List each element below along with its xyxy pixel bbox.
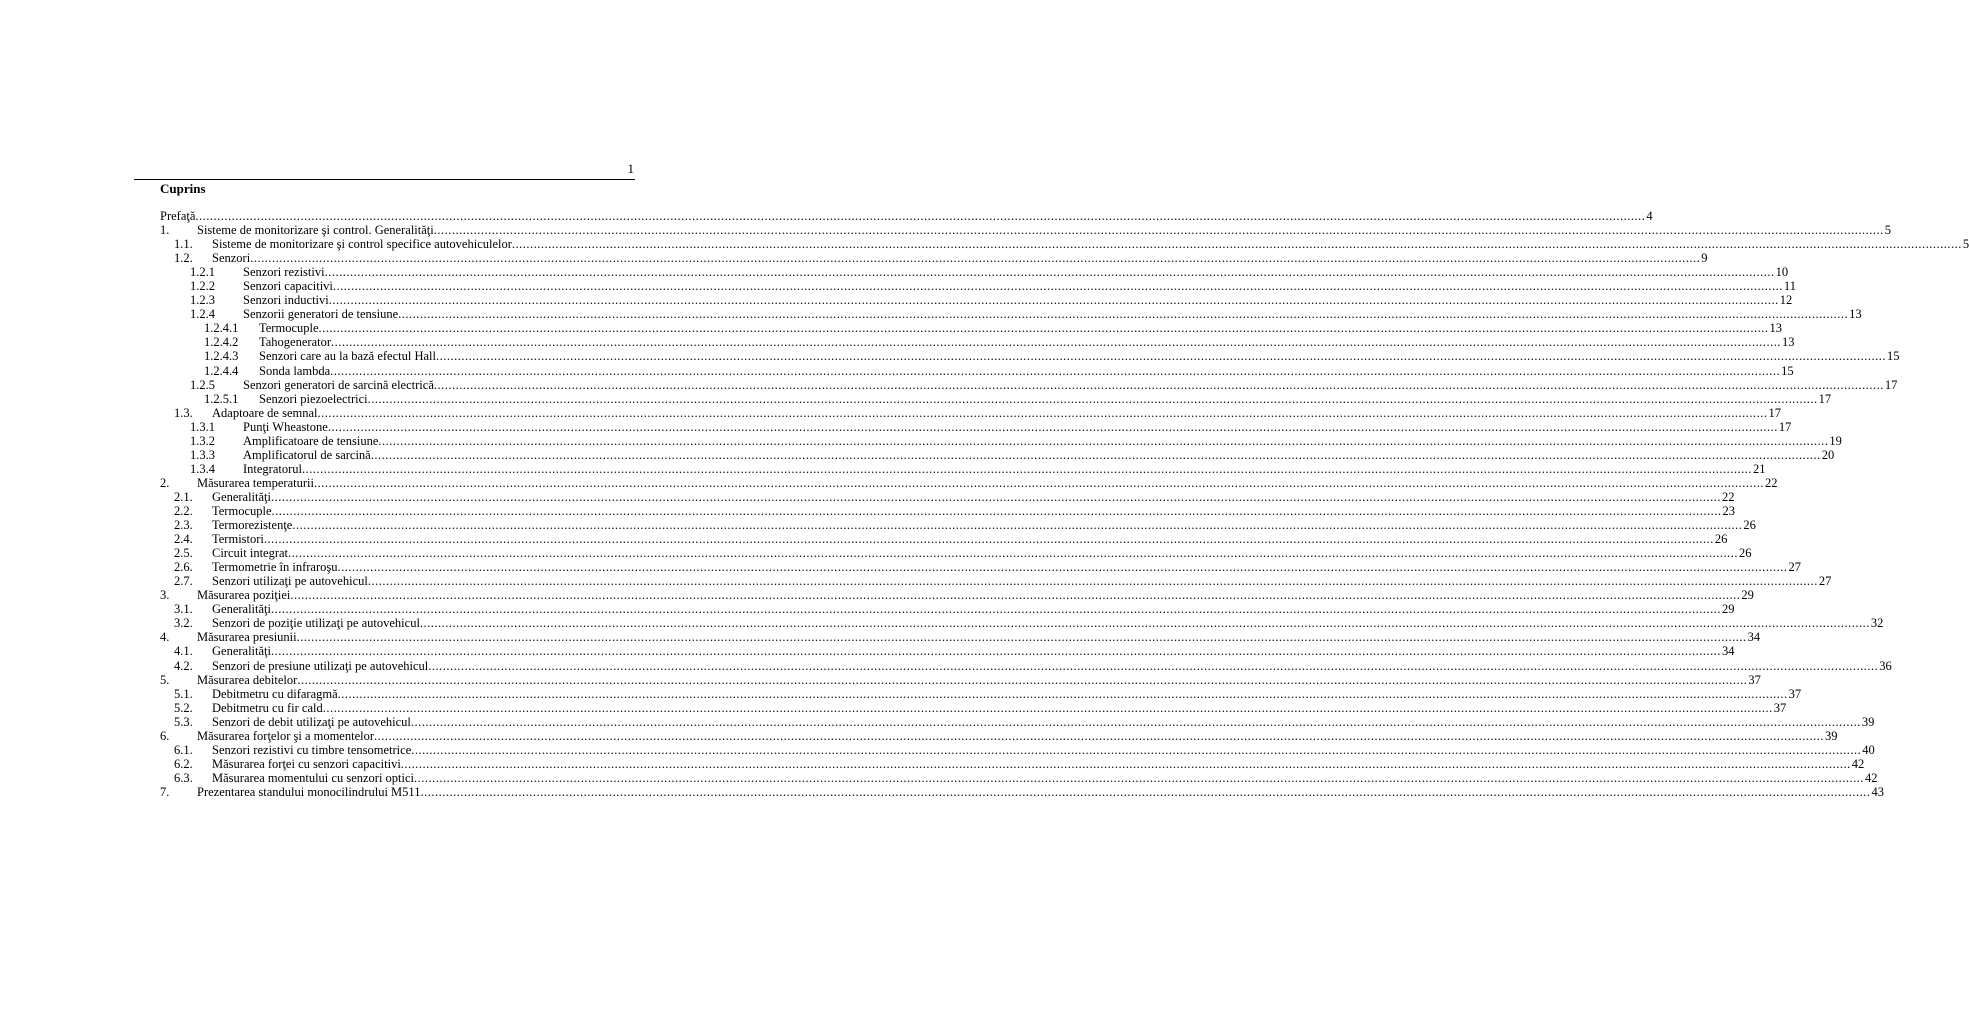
toc-entry-title: Termometrie în infraroşu: [212, 560, 338, 575]
dot-leader: ................................................................................................................................................................................................................................................................................................................................................................................................................: [511, 237, 1962, 252]
toc-entry[interactable]: [160, 756, 1865, 771]
toc-entry-title: Senzori de poziţie utilizaţi pe autovehicul: [212, 616, 420, 631]
dot-leader: ................................................................................................................................................................................................................................................................................................................................................................................................................: [411, 742, 1862, 757]
dot-leader: ................................................................................................................................................................................................................................................................................................................................................................................................................: [313, 475, 1764, 490]
toc-entry-number: 5.1.: [174, 686, 193, 701]
toc-entry-title: Senzori utilizaţi pe autovehicul: [212, 574, 368, 589]
toc-entry-page: 22: [1764, 475, 1778, 490]
toc-entry-title: Măsurarea forţelor şi a momentelor: [197, 728, 375, 743]
dot-leader: ................................................................................................................................................................................................................................................................................................................................................................................................................: [367, 391, 1818, 406]
dot-leader: ................................................................................................................................................................................................................................................................................................................................................................................................................: [302, 461, 1753, 476]
toc-entry-page: 11: [1783, 279, 1796, 294]
dot-leader: ................................................................................................................................................................................................................................................................................................................................................................................................................: [292, 518, 1743, 533]
toc-entry-page: 39: [1825, 728, 1838, 743]
dot-leader: ................................................................................................................................................................................................................................................................................................................................................................................................................: [318, 321, 1769, 336]
toc-entry[interactable]: [160, 237, 1969, 252]
toc-entry-page: 34: [1747, 630, 1761, 645]
toc-entry-title: Tahogenerator: [259, 335, 332, 350]
toc-entry-page: 34: [1722, 644, 1735, 659]
toc-entry-title: Generalităţi: [212, 489, 271, 504]
dot-leader: ................................................................................................................................................................................................................................................................................................................................................................................................................: [324, 265, 1775, 280]
toc-entry[interactable]: [160, 742, 1875, 757]
toc-entry-number: 2.4.: [174, 532, 193, 547]
toc-entry[interactable]: [160, 307, 1862, 322]
toc-entry-title: Măsurarea poziţiei: [197, 588, 291, 603]
dot-leader: ................................................................................................................................................................................................................................................................................................................................................................................................................: [297, 672, 1748, 687]
dot-leader: ................................................................................................................................................................................................................................................................................................................................................................................................................: [271, 489, 1721, 504]
toc-entry-title: Senzori de presiune utilizaţi pe autovehicul: [212, 658, 429, 673]
toc-title: Cuprins: [160, 181, 206, 196]
toc-entry-number: 1.2.4.4: [204, 363, 239, 378]
toc-entry-page: 15: [1886, 349, 1900, 364]
toc-entry[interactable]: [160, 546, 1752, 561]
toc-entry-title: Sisteme de monitorizare şi control. Generalităţi: [197, 223, 434, 238]
toc-entry-number: 2.7.: [174, 574, 193, 589]
toc-entry-title: Senzori de debit utilizaţi pe autovehicul: [212, 714, 411, 729]
toc-entry[interactable]: [160, 588, 1754, 603]
toc-entry[interactable]: [160, 602, 1735, 617]
dot-leader: ................................................................................................................................................................................................................................................................................................................................................................................................................: [410, 714, 1861, 729]
toc-entry-number: 2.: [160, 475, 170, 490]
dot-leader: ................................................................................................................................................................................................................................................................................................................................................................................................................: [419, 616, 1870, 631]
toc-entry-page: 5: [1884, 223, 1891, 238]
toc-entry-number: 1.2.5.1: [204, 391, 239, 406]
toc-entry-title: Senzori inductivi: [243, 293, 329, 308]
toc-entry-title: Senzori generatori de sarcină electrică: [243, 377, 434, 392]
dot-leader: ................................................................................................................................................................................................................................................................................................................................................................................................................: [296, 630, 1747, 645]
dot-leader: ................................................................................................................................................................................................................................................................................................................................................................................................................: [263, 532, 1714, 547]
toc-entry-page: 26: [1743, 518, 1756, 533]
toc-entry[interactable]: [160, 433, 1842, 448]
toc-entry-page: 17: [1884, 377, 1898, 392]
toc-entry-title: Adaptoare de semnal: [212, 405, 318, 420]
toc-entry-page: 40: [1862, 742, 1875, 757]
dot-leader: ................................................................................................................................................................................................................................................................................................................................................................................................................: [433, 377, 1884, 392]
toc-entry-number: 6.: [160, 728, 170, 743]
toc-entry-title: Termistori: [212, 532, 264, 547]
toc-entry-page: 32: [1870, 616, 1884, 631]
dot-leader: ................................................................................................................................................................................................................................................................................................................................................................................................................: [195, 209, 1646, 223]
toc-entry-number: 7.: [160, 784, 170, 799]
toc-entry-number: 1.3.4: [190, 461, 215, 476]
toc-entry-page: 23: [1722, 503, 1736, 518]
toc-entry-title: Senzori rezistivi: [243, 265, 325, 280]
toc-entry-title: Sisteme de monitorizare şi control specifice autovehiculelor: [212, 237, 512, 252]
toc-entry-title: Senzori: [212, 251, 251, 266]
toc-entry[interactable]: [160, 265, 1789, 280]
toc-entry[interactable]: [160, 560, 1801, 575]
toc-entry-number: 1.3.2: [190, 433, 215, 448]
toc-entry-title: Punţi Wheastone: [243, 419, 328, 434]
toc-entry-title: Măsurarea presiunii: [197, 630, 297, 645]
toc-entry[interactable]: [160, 784, 1884, 799]
dot-leader: ................................................................................................................................................................................................................................................................................................................................................................................................................: [420, 784, 1871, 799]
toc-entry-number: 5.: [160, 672, 170, 687]
toc-entry-number: 1.3.3: [190, 447, 215, 462]
toc-entry-page: 27: [1788, 560, 1801, 575]
dot-leader: ................................................................................................................................................................................................................................................................................................................................................................................................................: [327, 419, 1778, 434]
dot-leader: ................................................................................................................................................................................................................................................................................................................................................................................................................: [337, 686, 1788, 701]
toc-entry[interactable]: [160, 658, 1892, 673]
toc-entry-number: 4.2.: [174, 658, 193, 673]
toc-entry-page: 17: [1778, 419, 1792, 434]
dot-leader: ................................................................................................................................................................................................................................................................................................................................................................................................................: [290, 588, 1741, 603]
toc-entry-title: Prefaţă: [160, 209, 196, 223]
dot-leader: ................................................................................................................................................................................................................................................................................................................................................................................................................: [330, 363, 1781, 378]
toc-entry-number: 3.: [160, 588, 170, 603]
toc-entry-title: Senzori rezistivi cu timbre tensometrice: [212, 742, 412, 757]
toc-entry-number: 1.2.5: [190, 377, 215, 392]
dot-leader: ................................................................................................................................................................................................................................................................................................................................................................................................................: [288, 546, 1739, 561]
toc-entry[interactable]: [160, 686, 1802, 701]
toc-entry-title: Integratorul: [243, 461, 303, 476]
toc-entry[interactable]: [160, 461, 1766, 476]
dot-leader: ................................................................................................................................................................................................................................................................................................................................................................................................................: [317, 405, 1768, 420]
dot-leader: ................................................................................................................................................................................................................................................................................................................................................................................................................: [367, 574, 1818, 589]
dot-leader: ................................................................................................................................................................................................................................................................................................................................................................................................................: [271, 602, 1721, 617]
toc-entry-page: 37: [1748, 672, 1761, 687]
toc-entry-page: 5: [1962, 237, 1969, 252]
toc-entry-page: 13: [1782, 335, 1795, 350]
toc-entry-number: 1.2.1: [190, 265, 215, 280]
toc-entry-number: 1.2.4.2: [204, 335, 239, 350]
toc-entry-page: 10: [1775, 265, 1789, 280]
toc-entry[interactable]: [160, 251, 1708, 266]
toc-entry[interactable]: [160, 630, 1761, 645]
toc-entry-number: 1.2.3: [190, 293, 215, 308]
toc-entry-title: Senzorii generatori de tensiune: [243, 307, 399, 322]
toc-entry[interactable]: [160, 574, 1832, 589]
toc-entry[interactable]: [160, 644, 1735, 659]
toc-entry[interactable]: [160, 321, 1783, 336]
toc-entry-page: 12: [1779, 293, 1793, 308]
toc-entry-title: Sonda lambda: [259, 363, 331, 378]
toc-entry-number: 1.: [160, 223, 170, 238]
toc-entry-title: Măsurarea temperaturii: [197, 475, 314, 490]
toc-entry[interactable]: [160, 672, 1761, 687]
toc-entry[interactable]: [160, 377, 1898, 392]
toc-entry-title: Generalităţi: [212, 644, 271, 659]
toc-entry[interactable]: [160, 616, 1884, 631]
dot-leader: ................................................................................................................................................................................................................................................................................................................................................................................................................: [433, 223, 1884, 238]
toc-entry-title: Senzori capacitivi: [243, 279, 333, 294]
toc-entry-title: Senzori piezoelectrici: [259, 391, 368, 406]
toc-entry-number: 1.1.: [174, 237, 193, 252]
dot-leader: ................................................................................................................................................................................................................................................................................................................................................................................................................: [374, 728, 1825, 743]
toc-entry-page: 17: [1818, 391, 1832, 406]
toc-entry-page: 26: [1714, 532, 1728, 547]
toc-entry[interactable]: [160, 532, 1728, 547]
toc-entry-number: 3.2.: [174, 616, 193, 631]
toc-entry[interactable]: [160, 475, 1778, 490]
toc-entry-page: 22: [1722, 489, 1735, 504]
toc-entry-title: Termorezistenţe: [212, 518, 293, 533]
dot-leader: ................................................................................................................................................................................................................................................................................................................................................................................................................: [271, 503, 1722, 518]
dot-leader: ................................................................................................................................................................................................................................................................................................................................................................................................................: [337, 560, 1788, 575]
toc-entry-title: Prezentarea standului monocilindrului M511: [197, 784, 421, 799]
toc-entry-title: Debitmetru cu difaragmă: [212, 686, 338, 701]
toc-entry[interactable]: [160, 335, 1795, 350]
toc-entry-page: 36: [1879, 658, 1892, 673]
dot-leader: ................................................................................................................................................................................................................................................................................................................................................................................................................: [378, 433, 1829, 448]
dot-leader: ................................................................................................................................................................................................................................................................................................................................................................................................................: [435, 349, 1886, 364]
toc-entry-page: 20: [1821, 447, 1835, 462]
toc-entry-page: 29: [1741, 588, 1754, 603]
toc-entry-number: 1.2.4.3: [204, 349, 239, 364]
toc-entry-title: Termocuple: [259, 321, 319, 336]
toc-entry-title: Măsurarea debitelor: [197, 672, 298, 687]
dot-leader: ................................................................................................................................................................................................................................................................................................................................................................................................................: [332, 279, 1783, 294]
dot-leader: ................................................................................................................................................................................................................................................................................................................................................................................................................: [250, 251, 1701, 266]
toc-entry[interactable]: [160, 728, 1838, 743]
toc-entry-title: Generalităţi: [212, 602, 271, 617]
toc-entry-page: 13: [1769, 321, 1783, 336]
toc-entry-page: 26: [1739, 546, 1752, 561]
toc-entry-page: 37: [1773, 700, 1787, 715]
dot-leader: ................................................................................................................................................................................................................................................................................................................................................................................................................: [271, 644, 1721, 659]
toc-entry[interactable]: [160, 714, 1875, 729]
table-of-contents: [160, 209, 1969, 799]
toc-entry-page: 37: [1788, 686, 1802, 701]
toc-entry-number: 1.2.: [174, 251, 193, 266]
toc-entry[interactable]: [160, 518, 1756, 533]
toc-entry-number: 2.2.: [174, 503, 193, 518]
toc-entry[interactable]: [160, 419, 1792, 434]
toc-entry-page: 42: [1865, 770, 1878, 785]
toc-entry-title: Măsurarea forţei cu senzori capacitivi: [212, 756, 401, 771]
toc-entry-page: 39: [1861, 714, 1875, 729]
toc-entry[interactable]: [160, 700, 1787, 715]
toc-entry-number: 5.3.: [174, 714, 193, 729]
toc-entry-number: 1.2.2: [190, 279, 215, 294]
toc-entry-page: 43: [1871, 784, 1884, 799]
toc-entry-page: 4: [1646, 209, 1653, 223]
dot-leader: ................................................................................................................................................................................................................................................................................................................................................................................................................: [428, 658, 1879, 673]
toc-entry-page: 9: [1701, 251, 1708, 266]
toc-entry-page: 21: [1753, 461, 1766, 476]
toc-entry-title: Senzori care au la bază efectul Hall: [259, 349, 436, 364]
toc-entry-number: 6.2.: [174, 756, 193, 771]
toc-entry-page: 29: [1722, 602, 1735, 617]
toc-entry[interactable]: [160, 209, 1653, 223]
dot-leader: ................................................................................................................................................................................................................................................................................................................................................................................................................: [322, 700, 1773, 715]
toc-entry-title: Amplificatorul de sarcină: [243, 447, 371, 462]
toc-entry-title: Măsurarea momentului cu senzori optici: [212, 770, 415, 785]
toc-entry-number: 1.2.4.1: [204, 321, 239, 336]
toc-entry[interactable]: [160, 503, 1736, 518]
toc-entry-number: 1.3.: [174, 405, 193, 420]
toc-entry-page: 42: [1851, 756, 1865, 771]
toc-entry-number: 6.3.: [174, 770, 193, 785]
toc-entry-page: 19: [1829, 433, 1842, 448]
toc-entry[interactable]: [160, 363, 1794, 378]
dot-leader: ................................................................................................................................................................................................................................................................................................................................................................................................................: [331, 335, 1782, 350]
dot-leader: ................................................................................................................................................................................................................................................................................................................................................................................................................: [370, 447, 1821, 462]
header-rule: [134, 179, 635, 180]
dot-leader: ................................................................................................................................................................................................................................................................................................................................................................................................................: [400, 756, 1851, 771]
toc-entry-page: 15: [1781, 363, 1794, 378]
toc-entry-number: 4.: [160, 630, 170, 645]
toc-entry-page: 17: [1768, 405, 1782, 420]
toc-entry-number: 1.2.4: [190, 307, 215, 322]
toc-entry-title: Amplificatoare de tensiune: [243, 433, 379, 448]
toc-entry[interactable]: [160, 391, 1832, 406]
toc-entry[interactable]: [160, 223, 1891, 238]
toc-entry[interactable]: [160, 405, 1782, 420]
toc-entry-number: 3.1.: [174, 602, 193, 617]
dot-leader: ................................................................................................................................................................................................................................................................................................................................................................................................................: [398, 307, 1849, 322]
toc-entry-number: 6.1.: [174, 742, 193, 757]
toc-entry[interactable]: [160, 293, 1793, 308]
toc-entry-page: 27: [1818, 574, 1832, 589]
toc-entry[interactable]: [160, 447, 1835, 462]
toc-entry-number: 2.1.: [174, 489, 193, 504]
toc-entry[interactable]: [160, 349, 1900, 364]
toc-entry-number: 4.1.: [174, 644, 193, 659]
toc-entry-title: Debitmetru cu fir cald: [212, 700, 323, 715]
page-number: 1: [627, 161, 634, 176]
toc-entry-number: 2.3.: [174, 518, 193, 533]
toc-entry[interactable]: [160, 279, 1796, 294]
toc-entry-number: 2.5.: [174, 546, 193, 561]
dot-leader: ................................................................................................................................................................................................................................................................................................................................................................................................................: [414, 770, 1865, 785]
toc-entry[interactable]: [160, 489, 1735, 504]
toc-entry-number: 2.6.: [174, 560, 193, 575]
toc-entry-title: Circuit integrat: [212, 546, 289, 561]
toc-entry-number: 1.3.1: [190, 419, 215, 434]
toc-entry-page: 13: [1849, 307, 1862, 322]
toc-entry-title: Termocuple: [212, 503, 272, 518]
toc-entry-number: 5.2.: [174, 700, 193, 715]
dot-leader: ................................................................................................................................................................................................................................................................................................................................................................................................................: [328, 293, 1779, 308]
toc-entry[interactable]: [160, 770, 1878, 785]
